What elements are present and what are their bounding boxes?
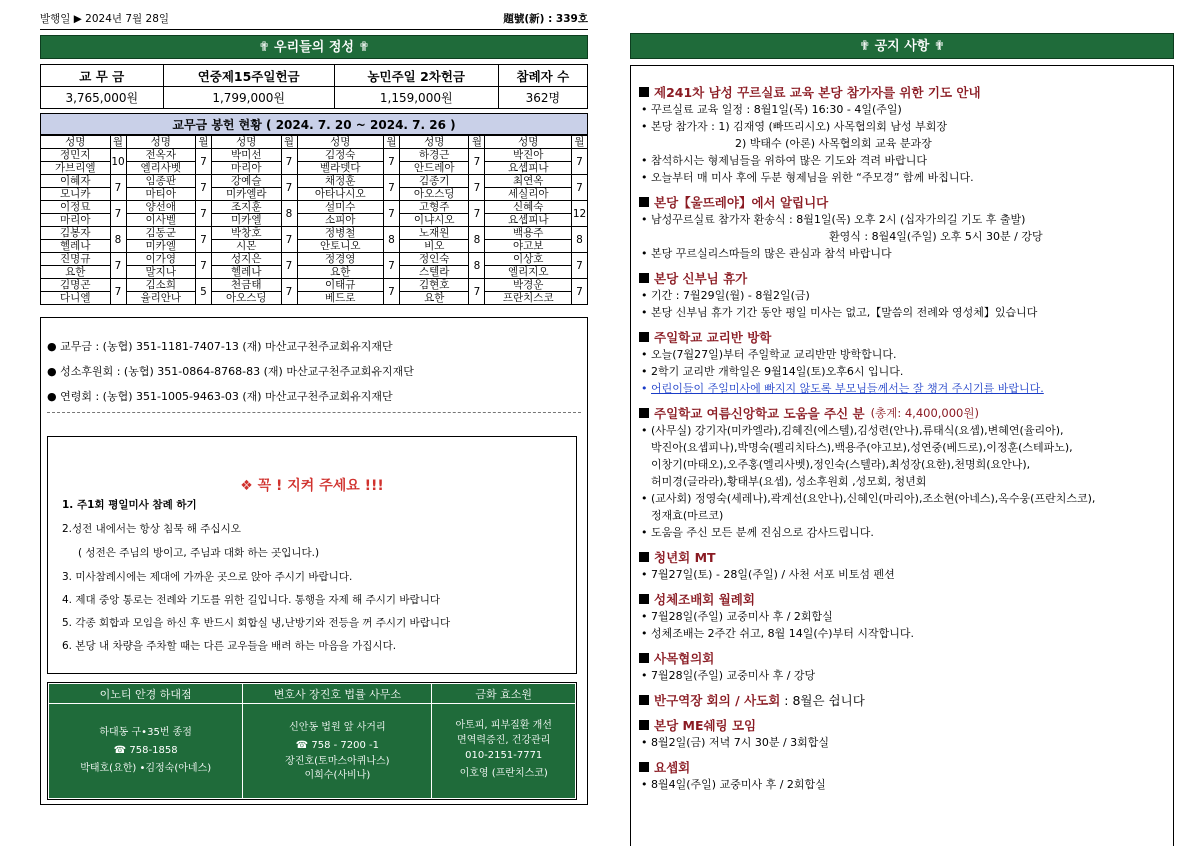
notice-item: 허미경(글라라),황태부(요셉), 성소후원회 ,성모회, 청년회 <box>651 475 927 488</box>
tithe-person: 신혜숙 <box>485 201 572 214</box>
tithe-month: 7 <box>383 253 399 279</box>
notice-item: 정재효(마르코) <box>651 509 724 522</box>
tithe-row <box>41 201 588 214</box>
tithe-person: 강예슬 <box>212 175 282 188</box>
notice-item: • 오늘(7월27일)부터 주일학교 교리반만 방학합니다. <box>639 346 1163 363</box>
notice-section <box>639 327 1163 397</box>
notice-section <box>639 268 1163 321</box>
notice-item: 박진아(요셉피나),박명숙(펠리치타스),백용주(야고보),성연중(베드로),이정훈(스테파노), <box>651 441 1073 454</box>
tithe-header-name: 성명 <box>212 136 282 149</box>
tithe-person: 김현호 <box>399 279 469 292</box>
tithe-person: 마리아 <box>212 162 282 175</box>
rules-title: ❖ 꼭 ! 지켜 주세요 !!! <box>240 478 384 494</box>
tithe-person: 김정숙 <box>297 149 383 162</box>
tithe-header-month: 월 <box>469 136 485 149</box>
tithe-row <box>41 227 588 240</box>
tithe-person: 임종판 <box>126 175 196 188</box>
tithe-person: 프란치스코 <box>485 292 572 305</box>
tithe-month: 7 <box>196 149 212 175</box>
tithe-person: 김봉자 <box>41 227 111 240</box>
tithe-month: 8 <box>110 227 126 253</box>
notice-title <box>639 547 1163 566</box>
tithe-person: 하경근 <box>399 149 469 162</box>
notice-item: • (교사회) 정영숙(세레나),곽계선(요안나),신혜인(마리아),조소현(아네스),옥수웅(프란치스코), <box>639 490 1163 507</box>
square-bullet-icon <box>639 653 649 663</box>
notice-item: • 기간 : 7월29일(월) - 8월2일(금) <box>639 287 1163 304</box>
tithe-person: 안토니오 <box>297 240 383 253</box>
tithe-person: 요셉피나 <box>485 214 572 227</box>
notice-item: • 2학기 교리반 개학일은 9월14일(토)오후6시 입니다. <box>639 363 1163 380</box>
tithe-person: 헬레나 <box>41 240 111 253</box>
ad-title: 변호사 장진호 법률 사무소 <box>243 684 432 704</box>
ad-line: 면역력증진, 건강관리 <box>457 734 551 746</box>
tithe-person: 김동군 <box>126 227 196 240</box>
ad-line: 장진호(토마스아퀴나스) <box>285 756 390 767</box>
tithe-header-name: 성명 <box>297 136 383 149</box>
notice-link[interactable]: • 어린이들이 주일미사에 빠지지 않도록 부모님들께서는 잘 챙겨 주시기를 바랍니다. <box>639 380 1163 397</box>
ad-line: 아토피, 피부질환 개선 <box>455 719 552 731</box>
notice-title-text: 제241차 남성 꾸르실료 교육 본당 참가자를 위한 기도 안내 <box>654 84 981 100</box>
notice-item: • 도움을 주신 모든 분께 진심으로 감사드립니다. <box>639 524 1163 541</box>
notice-title-text: 요셉회 <box>654 759 691 775</box>
tithe-person: 이냐시오 <box>399 214 469 227</box>
tithe-month: 7 <box>383 149 399 175</box>
tithe-month: 7 <box>281 175 297 201</box>
tithe-month: 10 <box>110 149 126 175</box>
notice-section <box>639 690 1163 709</box>
rule-item: ( 성전은 주님의 방이고, 주님과 대화 하는 곳입니다.) <box>78 547 320 559</box>
notice-section <box>639 648 1163 684</box>
offering-header: 연중제15주일헌금 <box>163 65 334 87</box>
account-box <box>40 317 588 805</box>
tithe-month: 7 <box>469 279 485 305</box>
tithe-person: 이상호 <box>485 253 572 266</box>
tithe-month: 8 <box>281 201 297 227</box>
square-bullet-icon <box>639 408 649 418</box>
tithe-person: 마티아 <box>126 188 196 201</box>
offering-banner: ✟ 우리들의 정성 ✟ <box>40 35 588 59</box>
notice-item: • 본당 신부님 휴가 기간 동안 평일 미사는 없고,【말씀의 전례와 영성체】있습니다 <box>639 304 1163 321</box>
notice-item: • (사무실) 강기자(미카엘라),김혜진(에스텔),김성련(안나),류태식(요셉),변혜연(율리아), <box>639 422 1163 439</box>
tithe-person: 성지은 <box>212 253 282 266</box>
tithe-header-month: 월 <box>196 136 212 149</box>
tithe-person: 최연옥 <box>485 175 572 188</box>
tithe-person: 양선애 <box>126 201 196 214</box>
tithe-person: 요한 <box>399 292 469 305</box>
tithe-header-name: 성명 <box>485 136 572 149</box>
notice-item: • 8월2일(금) 저녁 7시 30분 / 3회합실 <box>639 734 1163 751</box>
issue-line <box>40 8 588 30</box>
tithe-month: 8 <box>383 227 399 253</box>
ad-line: 신안동 법원 앞 사거리 <box>289 722 386 733</box>
tithe-month: 7 <box>281 253 297 279</box>
ad-body <box>243 704 432 799</box>
tithe-person: 말지나 <box>126 266 196 279</box>
tithe-row <box>41 253 588 266</box>
issue-number: 題號(新) : 339호 <box>503 13 588 25</box>
tithe-month: 7 <box>572 279 588 305</box>
offering-value: 1,799,000원 <box>163 87 334 109</box>
tithe-person: 스텔라 <box>399 266 469 279</box>
tithe-month: 7 <box>572 175 588 201</box>
notice-title <box>639 403 1163 422</box>
tithe-person: 베드로 <box>297 292 383 305</box>
square-bullet-icon <box>639 332 649 342</box>
square-bullet-icon <box>639 720 649 730</box>
offering-value: 3,765,000원 <box>41 87 164 109</box>
tithe-person: 미카엘 <box>212 214 282 227</box>
notice-title <box>639 690 1163 709</box>
tithe-person: 설미수 <box>297 201 383 214</box>
tithe-person: 요한 <box>297 266 383 279</box>
tithe-row <box>41 279 588 292</box>
tithe-person: 가브리엘 <box>41 162 111 175</box>
notice-title <box>639 268 1163 287</box>
rule-item: 6. 본당 내 차량을 주차할 때는 다른 교우들을 배려 하는 마음을 가집시다. <box>62 640 397 652</box>
account-line: ● 교무금 : (농협) 351-1181-7407-13 (재) 마산교구천주교회유지재단 <box>47 340 393 353</box>
notice-title <box>639 648 1163 667</box>
ad-body <box>432 704 576 799</box>
tithe-header-month: 월 <box>383 136 399 149</box>
tithe-month: 7 <box>469 149 485 175</box>
rule-item: 4. 제대 중앙 통로는 전례와 기도를 위한 길입니다. 통행을 자제 해 주시기 바랍니다 <box>62 594 440 606</box>
notice-amount: (총계: 4,400,000원) <box>870 405 979 420</box>
ad-line: 박태호(요한) •김정숙(아네스) <box>80 763 212 774</box>
notice-title <box>639 82 1163 101</box>
square-bullet-icon <box>639 552 649 562</box>
ad-line: 하대동 구•35번 종점 <box>99 727 192 738</box>
tithe-person: 노재원 <box>399 227 469 240</box>
notice-extra: : 8월은 쉽니다 <box>784 692 865 708</box>
tithe-person: 정인숙 <box>399 253 469 266</box>
tithe-month: 7 <box>110 175 126 201</box>
tithe-person: 소피아 <box>297 214 383 227</box>
offering-header: 농민주일 2차헌금 <box>334 65 498 87</box>
tithe-row <box>41 149 588 162</box>
tithe-person: 이혜자 <box>41 175 111 188</box>
square-bullet-icon <box>639 87 649 97</box>
tithe-person: 모니카 <box>41 188 111 201</box>
tithe-month: 7 <box>383 175 399 201</box>
notice-box <box>630 65 1174 846</box>
notice-title-text: 사목협의회 <box>654 650 715 666</box>
square-bullet-icon <box>639 762 649 772</box>
tithe-person: 백용주 <box>485 227 572 240</box>
tithe-person: 율리안나 <box>126 292 196 305</box>
tithe-header-name: 성명 <box>126 136 196 149</box>
notice-item: 환영식 : 8월4일(주일) 오후 5시 30분 / 강당 <box>829 230 1043 243</box>
notice-item: • 7월28일(주일) 교중미사 후 / 강당 <box>639 667 1163 684</box>
rule-item: 3. 미사참례시에는 제대에 가까운 곳으로 앉아 주시기 바랍니다. <box>62 571 353 583</box>
notice-item: • 본당 꾸르실리스따들의 많은 관심과 참석 바랍니다 <box>639 245 1163 262</box>
tithe-month: 7 <box>281 149 297 175</box>
square-bullet-icon <box>639 695 649 705</box>
tithe-person: 정민지 <box>41 149 111 162</box>
tithe-person: 전옥자 <box>126 149 196 162</box>
offering-value: 362명 <box>498 87 587 109</box>
square-bullet-icon <box>639 594 649 604</box>
tithe-person: 조지훈 <box>212 201 282 214</box>
left-column <box>40 8 588 805</box>
square-bullet-icon <box>639 273 649 283</box>
ad-line: ☎ 758 - 7200 -1 <box>295 740 380 751</box>
notice-section <box>639 757 1163 793</box>
ad-title: 금화 효소원 <box>432 684 576 704</box>
tithe-month: 8 <box>469 253 485 279</box>
offering-header: 교 무 금 <box>41 65 164 87</box>
offering-header: 참례자 수 <box>498 65 587 87</box>
tithe-person: 박창호 <box>212 227 282 240</box>
notice-title-text: 본당 ME쉐링 모임 <box>654 717 757 733</box>
tithe-month: 7 <box>110 201 126 227</box>
tithe-person: 김종기 <box>399 175 469 188</box>
tithe-person: 박경운 <box>485 279 572 292</box>
notice-item: 2) 박태수 (아론) 사목협의회 교육 분과장 <box>735 137 932 150</box>
notice-banner: ✟ 공지 사항 ✟ <box>630 33 1174 59</box>
tithe-month: 7 <box>383 201 399 227</box>
tithe-header-month: 월 <box>572 136 588 149</box>
notice-title-text: 본당 신부님 휴가 <box>654 270 748 286</box>
notice-section <box>639 192 1163 262</box>
notice-item: • 참석하시는 형제님들을 위하여 많은 기도와 격려 바랍니다 <box>639 152 1163 169</box>
tithe-person: 벨라뎃다 <box>297 162 383 175</box>
square-bullet-icon <box>639 197 649 207</box>
tithe-person: 미카엘 <box>126 240 196 253</box>
tithe-month: 8 <box>572 227 588 253</box>
tithe-person: 헬레나 <box>212 266 282 279</box>
notice-section <box>639 82 1163 186</box>
tithe-header-name: 성명 <box>399 136 469 149</box>
tithe-person: 시몬 <box>212 240 282 253</box>
tithe-month: 7 <box>383 279 399 305</box>
notice-title <box>639 327 1163 346</box>
tithe-month: 12 <box>572 201 588 227</box>
tithe-month: 7 <box>196 201 212 227</box>
notice-item: • 7월28일(주일) 교중미사 후 / 2회합실 <box>639 608 1163 625</box>
notice-item: • 오늘부터 매 미사 후에 두분 형제님을 위한 “주모경” 함께 바칩니다. <box>639 169 1163 186</box>
tithe-person: 정경영 <box>297 253 383 266</box>
tithe-person: 마리아 <box>41 214 111 227</box>
notice-title-text: 청년회 MT <box>654 549 716 565</box>
notice-title <box>639 757 1163 776</box>
tithe-person: 이가영 <box>126 253 196 266</box>
notice-section <box>639 547 1163 583</box>
offering-value: 1,159,000원 <box>334 87 498 109</box>
tithe-person: 엘리사벳 <box>126 162 196 175</box>
tithe-month: 7 <box>469 201 485 227</box>
notice-title-text: 주일학교 여름신앙학교 도움을 주신 분 <box>654 405 865 421</box>
notice-item: • 8월4일(주일) 교중미사 후 / 2회합실 <box>639 776 1163 793</box>
tithe-person: 천금태 <box>212 279 282 292</box>
notice-title-text: 반구역장 회의 / 사도회 <box>654 692 781 708</box>
notice-section <box>639 715 1163 751</box>
tithe-person: 이태규 <box>297 279 383 292</box>
ad-line: 010-2151-7771 <box>465 749 543 761</box>
tithe-person: 김명곤 <box>41 279 111 292</box>
notice-title-text: 본당【울뜨레야】에서 알립니다 <box>654 194 829 210</box>
account-line: ● 연령회 : (농협) 351-1005-9463-03 (재) 마산교구천주교회유지재단 <box>47 390 393 403</box>
tithe-header-name: 성명 <box>41 136 111 149</box>
rules-box <box>47 436 577 674</box>
offering-table <box>40 64 588 109</box>
notice-title-text: 주일학교 교리반 방학 <box>654 329 772 345</box>
tithe-person: 김소희 <box>126 279 196 292</box>
rule-item: 5. 각종 회합과 모임을 하신 후 반드시 회합실 냉,난방기와 전등을 꺼 주시기 바랍니다 <box>62 617 451 629</box>
sponsor-ads <box>47 682 577 800</box>
notice-title <box>639 715 1163 734</box>
tithe-header-month: 월 <box>281 136 297 149</box>
tithe-person: 고형주 <box>399 201 469 214</box>
notice-title-text: 성체조배회 월례회 <box>654 591 755 607</box>
divider <box>47 412 581 413</box>
tithe-person: 아오스딩 <box>399 188 469 201</box>
tithe-person: 이정묘 <box>41 201 111 214</box>
ad-line: ☎ 758-1858 <box>113 745 178 756</box>
rule-item: 1. 주1회 평일미사 참례 하기 <box>62 499 197 511</box>
notice-item: • 본당 참가자 : 1) 김재영 (빠뜨리시오) 사목협의회 남성 부회장 <box>639 118 1163 135</box>
notice-section <box>639 589 1163 642</box>
notice-title <box>639 192 1163 211</box>
ad-line: 이희수(사비나) <box>304 770 371 781</box>
tithe-person: 박진아 <box>485 149 572 162</box>
tithe-header-month: 월 <box>110 136 126 149</box>
tithe-person: 채정훈 <box>297 175 383 188</box>
rule-item: 2.성전 내에서는 항상 침묵 해 주십시오 <box>62 523 241 535</box>
tithe-person: 진명규 <box>41 253 111 266</box>
notice-item: • 남성꾸르실료 참가자 환송식 : 8월1일(목) 오후 2시 (십자가의길 기도 후 출발) <box>639 211 1163 228</box>
tithe-month: 7 <box>281 227 297 253</box>
ad-title: 이노티 안경 하대점 <box>49 684 243 704</box>
notice-item: • 성체조배는 2주간 쉬고, 8월 14일(수)부터 시작합니다. <box>639 625 1163 642</box>
tithe-month: 7 <box>196 227 212 253</box>
tithe-person: 세실리아 <box>485 188 572 201</box>
tithe-person: 미카엘라 <box>212 188 282 201</box>
tithe-person: 안드레아 <box>399 162 469 175</box>
tithe-person: 아타나시오 <box>297 188 383 201</box>
ad-body <box>49 704 243 799</box>
tithe-person: 요한 <box>41 266 111 279</box>
notice-item: • 7월27일(토) - 28일(주일) / 사천 서포 비토섬 펜션 <box>639 566 1163 583</box>
tithe-month: 7 <box>110 279 126 305</box>
tithe-month: 7 <box>110 253 126 279</box>
tithe-person: 정병철 <box>297 227 383 240</box>
tithe-person: 다니엘 <box>41 292 111 305</box>
tithe-month: 7 <box>196 253 212 279</box>
tithe-person: 아오스딩 <box>212 292 282 305</box>
account-line: ● 성소후원회 : (농협) 351-0864-8768-83 (재) 마산교구천주교회유지재단 <box>47 365 414 378</box>
right-column <box>630 33 1174 846</box>
tithe-person: 박미선 <box>212 149 282 162</box>
tithe-month: 5 <box>196 279 212 305</box>
tithe-person: 요셉피나 <box>485 162 572 175</box>
tithe-month: 7 <box>572 253 588 279</box>
tithe-month: 7 <box>572 149 588 175</box>
tithe-month: 8 <box>469 227 485 253</box>
ad-line: 이호영 (프란치스코) <box>459 767 548 779</box>
tithe-month: 7 <box>281 279 297 305</box>
tithe-person: 엘리지오 <box>485 266 572 279</box>
tithe-title: 교무금 봉헌 현황 ( 2024. 7. 20 ~ 2024. 7. 26 ) <box>40 113 588 135</box>
notice-item: 이창기(마태오),오주홍(엘리사벳),정인숙(스텔라),최성장(요한),천명희(요안나), <box>651 458 1031 471</box>
tithe-month: 7 <box>469 175 485 201</box>
tithe-row <box>41 175 588 188</box>
tithe-table <box>40 135 588 305</box>
issue-date: 발행일 ▶ 2024년 7월 28일 <box>40 13 170 25</box>
tithe-person: 비오 <box>399 240 469 253</box>
notice-title <box>639 589 1163 608</box>
notice-item: • 꾸르실료 교육 일정 : 8월1일(목) 16:30 - 4일(주일) <box>639 101 1163 118</box>
tithe-month: 7 <box>196 175 212 201</box>
tithe-person: 야고보 <box>485 240 572 253</box>
tithe-person: 이사벨 <box>126 214 196 227</box>
notice-section <box>639 403 1163 541</box>
